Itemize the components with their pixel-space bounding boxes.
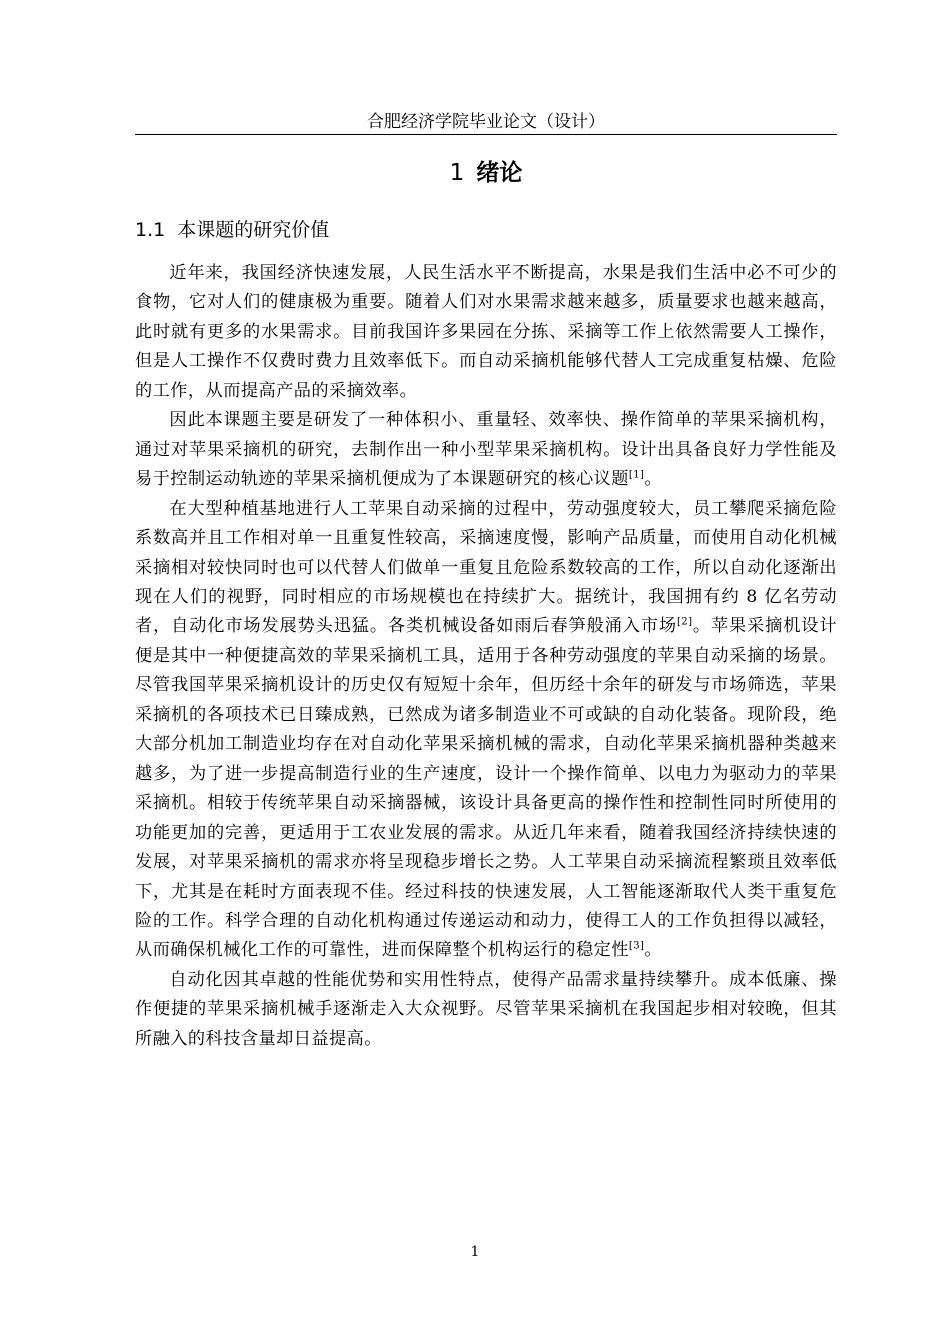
paragraph-1 — [135, 259, 837, 406]
citation-2: [2] — [676, 616, 693, 628]
paragraph-4-text: 自动化因其卓越的性能优势和实用性特点，使得产品需求量持续攀升。成本低廉、操作便捷的苹果采摘机械手逐渐走入大众视野。尽管苹果采摘机在我国起步相对较晚，但其所融入的科技含量却日益提高。 — [135, 969, 837, 1049]
chapter-number: 1 — [449, 160, 465, 186]
paragraph-2 — [135, 406, 837, 494]
chapter-title — [135, 156, 837, 190]
chapter-title-text: 绪论 — [476, 160, 523, 186]
paragraph-3-rest: 。苹果采摘机设计便是其中一种便捷高效的苹果采摘机工具，适用于各种劳动强度的苹果自动采摘的场景。尽管我国苹果采摘机设计的历史仅有短短十余年，但历经十余年的研发与市场筛选，苹果采摘机的各项技术已日臻成熟，已然成为诸多制造业不可或缺的自动化装备。现阶段，绝大部分机加工制造业均存在对自动化苹果采摘机械的需求，自动化苹果采摘机器种类越来越多，为了进一步提高制造行业的生产速度，设计一个操作简单、以电力为驱动力的苹果采摘机。相较于传统苹果自动采摘器械，该设计具备更高的操作性和控制性同时所使用的功能更加的完善，更适用于工农业发展的需求。从近几年来看，随着我国经济持续快速的发展，对苹果采摘机的需求亦将呈现稳步增长之势。人工苹果自动采摘流程繁琐且效率低下，尤其是在耗时方面表现不佳。经过科技的快速发展，人工智能逐渐取代人类干重复危险的工作。科学合理的自动化机构通过传递运动和动力，使得工人的工作负担得以减轻，从而确保机械化工作的可靠性，进而保障整个机构运行的稳定性[3]。 — [135, 616, 837, 961]
header-rule — [135, 134, 837, 135]
citation-3: [3] — [628, 940, 645, 952]
paragraph-2-text: 因此本课题主要是研发了一种体积小、重量轻、效率快、操作简单的苹果采摘机构，通过对苹果采摘机的研究，去制作出一种小型苹果采摘机构。设计出具备良好力学性能及易于控制运动轨迹的苹果采摘机便成为了本课题研究的核心议题 — [135, 410, 837, 490]
body-text — [135, 259, 837, 1054]
section-title — [135, 215, 837, 245]
paragraph-3-text: 在大型种植基地进行人工苹果自动采摘的过程中，劳动强度较大，员工攀爬采摘危险系数高并且工作相对单一且重复性较高，采摘速度慢，影响产品质量，而使用自动化机械采摘相对较快同时也可以代替人们做单一重复且危险系数较高的工作，所以自动化逐渐出现在人们的视野，同时相应的市场规模也在持续扩大。据统计，我国拥有约 8 亿名劳动者，自动化市场发展势头迅猛。各类机械设备如雨后春笋般涌入市场 — [135, 498, 837, 637]
paragraph-3 — [135, 495, 837, 966]
paragraph-2-end: 。 — [644, 469, 663, 490]
page-header: 合肥经济学院毕业论文（设计） — [367, 112, 605, 132]
paragraph-4 — [135, 966, 837, 1054]
page-number: 1 — [470, 1244, 480, 1260]
section-number: 1.1 — [135, 219, 166, 241]
section-title-text: 本课题的研究价值 — [177, 219, 330, 241]
citation-1: [1] — [628, 469, 645, 481]
paragraph-1-text: 近年来，我国经济快速发展，人民生活水平不断提高，水果是我们生活中必不可少的食物，它对人们的健康极为重要。随着人们对水果需求越来越多，质量要求也越来越高，此时就有更多的水果需求。目前我国许多果园在分拣、采摘等工作上依然需要人工操作，但是人工操作不仅费时费力且效率低下。而自动采摘机能够代替人工完成重复枯燥、危险的工作，从而提高产品的采摘效率。 — [135, 263, 837, 401]
